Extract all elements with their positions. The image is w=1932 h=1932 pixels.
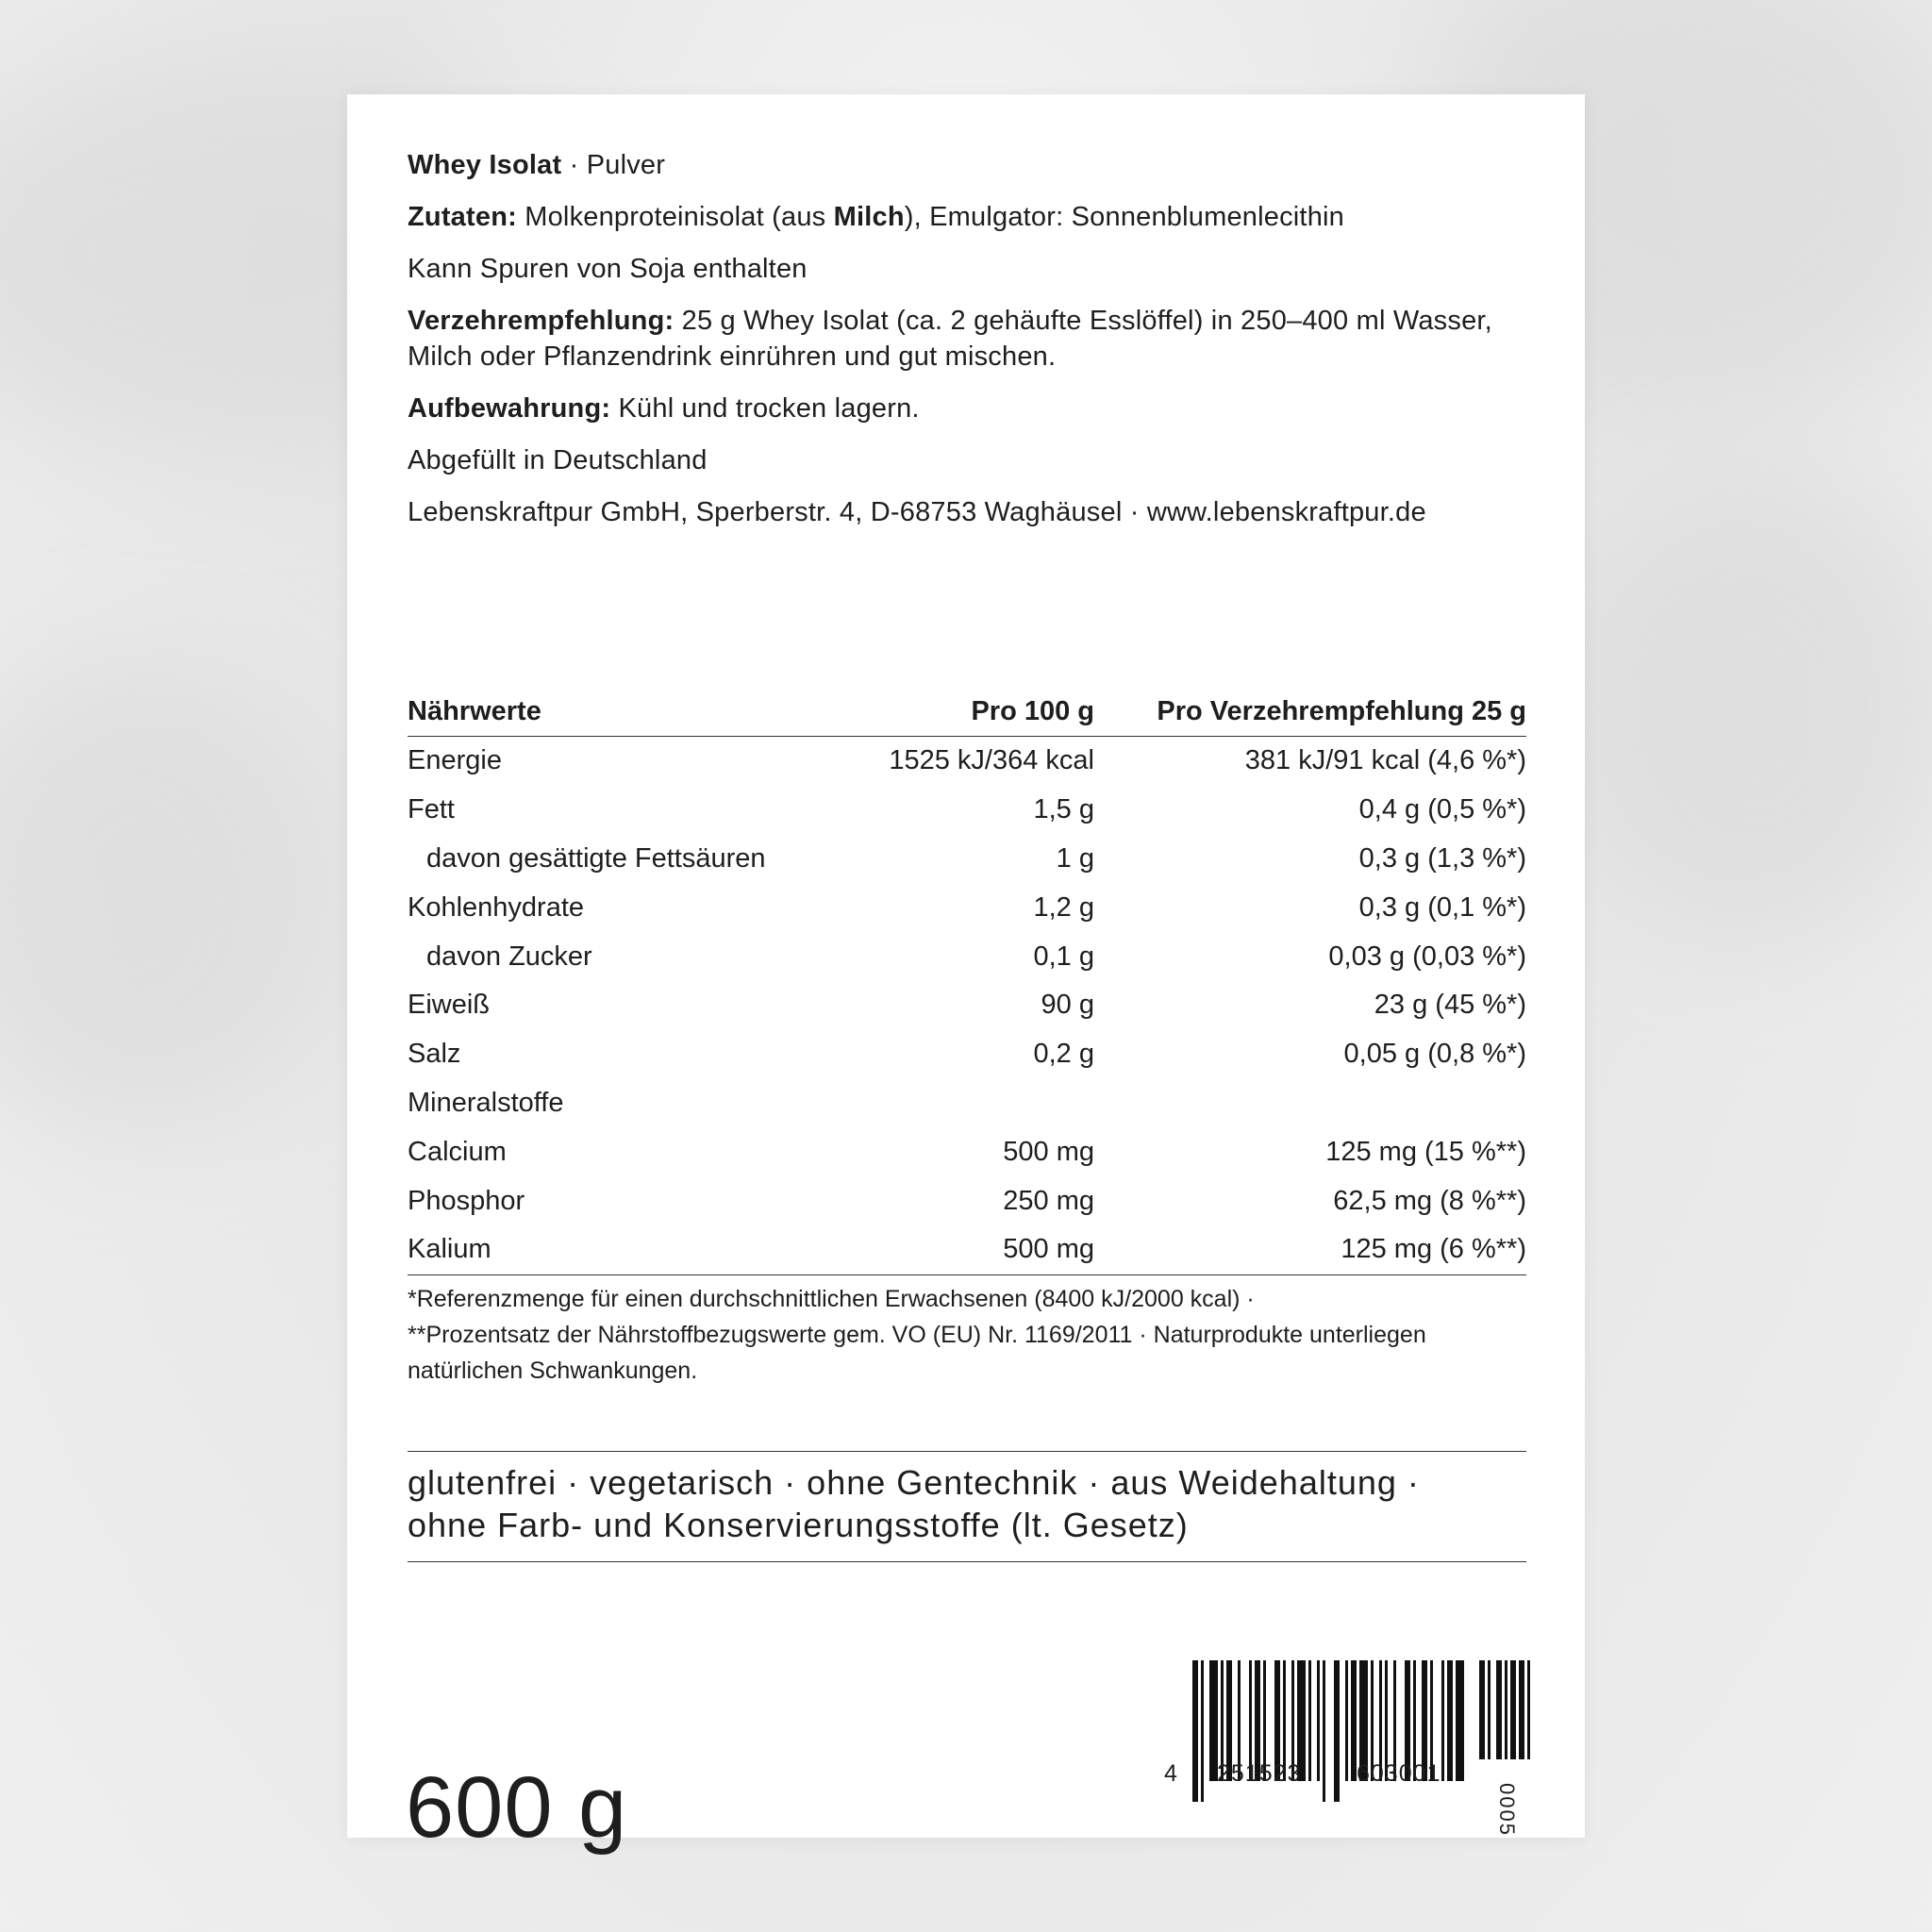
- nutrient-name: davon Zucker: [426, 941, 592, 972]
- nutrition-table: [408, 687, 1526, 1275]
- nutrient-name: Energie: [408, 745, 502, 776]
- nutrient-name: Calcium: [408, 1136, 507, 1167]
- nutrition-header-name: Nährwerte: [408, 687, 830, 737]
- nutrient-per100: 500 mg: [830, 1225, 1094, 1274]
- claims-line-1: glutenfrei · vegetarisch · ohne Gentechnik · aus Weidehaltung ·: [408, 1463, 1420, 1502]
- barcode-digits-left: 251523: [1217, 1760, 1302, 1787]
- manufacturer-note: Lebenskraftpur GmbH, Sperberstr. 4, D-68753 Waghäusel · www.lebenskraftpur.de: [408, 497, 1426, 527]
- nutrient-serving: 0,03 g (0,03 %*): [1328, 941, 1526, 972]
- barcode-addon: 0005: [1495, 1783, 1519, 1837]
- nutrient-per100: 1,2 g: [1033, 891, 1094, 923]
- table-row: [408, 932, 1526, 981]
- ingredients-text-end: ), Emulgator: Sonnenblumenlecithin: [904, 202, 1344, 232]
- nutrition-header-row: [408, 687, 1526, 737]
- background-shadow: [0, 660, 340, 1132]
- table-row: [408, 835, 1526, 884]
- product-title: Whey Isolat: [408, 150, 562, 180]
- nutrient-serving: 62,5 mg (8 %**): [1333, 1185, 1526, 1216]
- nutrient-name: Fett: [408, 794, 455, 825]
- footnote-nrv: **Prozentsatz der Nährstoffbezugswerte gem. VO (EU) Nr. 1169/2011 · Naturprodukte unterliegen natürlichen Schwankungen.: [408, 1322, 1426, 1384]
- nutrient-serving: 23 g (45 %*): [1374, 990, 1526, 1021]
- dosage-label: Verzehrempfehlung:: [408, 306, 675, 336]
- table-row: [408, 1127, 1526, 1176]
- dosage-line: [408, 303, 1526, 375]
- nutrient-serving: 125 mg (15 %**): [1325, 1136, 1526, 1167]
- storage-label: Aufbewahrung:: [408, 393, 611, 424]
- barcode-digits-right: 603001: [1357, 1760, 1441, 1787]
- nutrient-name: Kalium: [408, 1225, 830, 1274]
- nutrient-serving: 0,3 g (0,1 %*): [1358, 891, 1526, 923]
- nutrient-serving: 0,4 g (0,5 %*): [1358, 794, 1526, 825]
- barcode-digit-first: 4: [1164, 1760, 1178, 1787]
- ingredients-label: Zutaten:: [408, 202, 517, 232]
- ingredients-line: [408, 199, 1526, 235]
- nutrient-serving: [1094, 1079, 1526, 1128]
- origin-note: Abgefüllt in Deutschland: [408, 445, 708, 475]
- product-info: [408, 147, 1526, 530]
- nutrition-header-per100: Pro 100 g: [830, 687, 1094, 737]
- nutrient-per100: 250 mg: [1003, 1185, 1094, 1216]
- nutrient-per100: 1 g: [1056, 842, 1094, 874]
- table-row: [408, 737, 1526, 786]
- nutrient-per100: 500 mg: [1003, 1136, 1094, 1167]
- table-row: [408, 1225, 1526, 1274]
- footnote-reference: *Referenzmenge für einen durchschnittlichen Erwachsenen (8400 kJ/2000 kcal) ·: [408, 1286, 1255, 1312]
- table-row: [408, 981, 1526, 1030]
- nutrient-per100: 1525 kJ/364 kcal: [889, 745, 1094, 776]
- nutrient-serving: 381 kJ/91 kcal (4,6 %*): [1244, 745, 1526, 776]
- net-weight: 600 g: [406, 1759, 628, 1856]
- traces-note: Kann Spuren von Soja enthalten: [408, 254, 808, 284]
- nutrient-per100: [830, 1079, 1094, 1128]
- storage-line: [408, 391, 1526, 426]
- nutrient-per100: 0,2 g: [1033, 1039, 1094, 1070]
- table-row: [408, 883, 1526, 932]
- storage-text: Kühl und trocken lagern.: [610, 393, 920, 424]
- nutrient-serving: 0,3 g (1,3 %*): [1358, 842, 1526, 874]
- nutrient-name: Eiweiß: [408, 990, 491, 1021]
- nutrition-header-serving: Pro Verzehrempfehlung 25 g: [1094, 687, 1526, 737]
- claims-line-2: ohne Farb- und Konservierungsstoffe (lt. Gesetz): [408, 1506, 1189, 1544]
- claims-box: [408, 1451, 1526, 1562]
- nutrient-per100: 1,5 g: [1033, 794, 1094, 825]
- nutrient-name: Mineralstoffe: [408, 1087, 564, 1118]
- ingredients-allergen: Milch: [833, 202, 905, 232]
- nutrient-name: davon gesättigte Fettsäuren: [426, 842, 766, 874]
- table-row: [408, 786, 1526, 835]
- ingredients-text: Molkenproteinisolat (aus: [516, 202, 834, 232]
- nutrient-serving: 125 mg (6 %**): [1094, 1225, 1526, 1274]
- table-row: [408, 1030, 1526, 1079]
- nutrient-per100: 90 g: [1041, 990, 1094, 1021]
- nutrient-serving: 0,05 g (0,8 %*): [1343, 1039, 1526, 1070]
- product-title-line: [408, 147, 1526, 183]
- nutrient-name: Phosphor: [408, 1185, 525, 1216]
- nutrient-per100: 0,1 g: [1033, 941, 1094, 972]
- background-shadow: [1557, 472, 1932, 943]
- table-row: [408, 1079, 1526, 1128]
- table-row: [408, 1176, 1526, 1225]
- dosage-text: 25 g Whey Isolat (ca. 2 gehäufte Esslöffel) in 250–400 ml Wasser, Milch oder Pflanzendrink einrühren und gut mischen.: [408, 306, 1492, 372]
- product-label: [347, 94, 1585, 1856]
- product-form: · Pulver: [561, 150, 666, 180]
- footnotes: [408, 1281, 1526, 1389]
- nutrient-name: Salz: [408, 1039, 461, 1070]
- nutrient-name: Kohlenhydrate: [408, 891, 585, 923]
